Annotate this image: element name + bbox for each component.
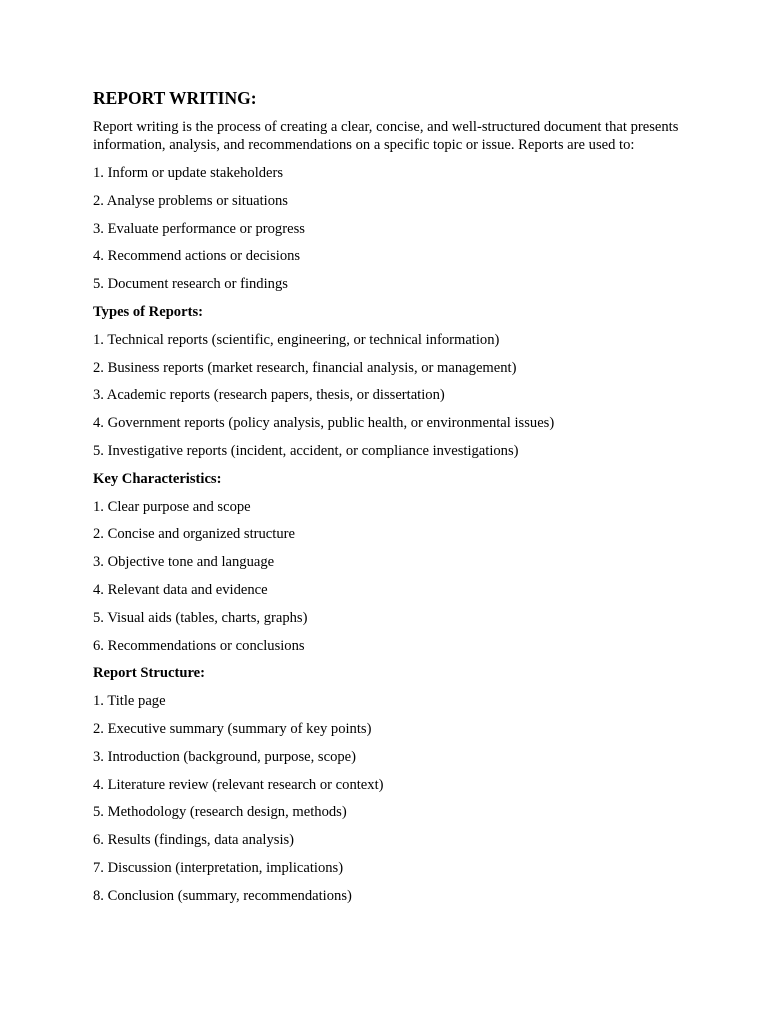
document-page bbox=[93, 88, 683, 915]
list-item: 1. Clear purpose and scope bbox=[93, 498, 251, 515]
list-item: 6. Recommendations or conclusions bbox=[93, 637, 305, 654]
section-heading-characteristics: Key Characteristics: bbox=[93, 470, 222, 487]
list-item: 2. Executive summary (summary of key points) bbox=[93, 720, 372, 737]
list-item: 5. Investigative reports (incident, accident, or compliance investigations) bbox=[93, 442, 519, 459]
list-item: 4. Relevant data and evidence bbox=[93, 581, 268, 598]
list-item: 3. Academic reports (research papers, thesis, or dissertation) bbox=[93, 387, 445, 404]
uses-list bbox=[93, 164, 683, 293]
list-item: 3. Objective tone and language bbox=[93, 554, 275, 571]
list-item: 5. Visual aids (tables, charts, graphs) bbox=[93, 609, 308, 626]
list-item: 4. Literature review (relevant research or context) bbox=[93, 776, 384, 793]
list-item: 5. Methodology (research design, methods) bbox=[93, 804, 347, 821]
intro-paragraph: Report writing is the process of creating a clear, concise, and well-structured document that presents information, analysis, and recommendations on a specific topic or issue. Reports are used to: bbox=[93, 119, 679, 153]
list-item: 1. Technical reports (scientific, engineering, or technical information) bbox=[93, 331, 500, 348]
list-item: 3. Evaluate performance or progress bbox=[93, 220, 305, 237]
document-title: REPORT WRITING: bbox=[93, 88, 257, 108]
list-item: 1. Inform or update stakeholders bbox=[93, 165, 284, 181]
list-item: 2. Analyse problems or situations bbox=[93, 192, 288, 209]
section-heading-types: Types of Reports: bbox=[93, 303, 203, 320]
list-item: 7. Discussion (interpretation, implications) bbox=[93, 859, 344, 876]
list-item: 8. Conclusion (summary, recommendations) bbox=[93, 887, 352, 904]
list-item: 3. Introduction (background, purpose, scope) bbox=[93, 748, 357, 765]
list-item: 1. Title page bbox=[93, 693, 166, 710]
list-item: 2. Concise and organized structure bbox=[93, 526, 295, 543]
characteristics-list bbox=[93, 498, 683, 655]
list-item: 4. Government reports (policy analysis, public health, or environmental issues) bbox=[93, 415, 555, 432]
section-heading-structure: Report Structure: bbox=[93, 665, 205, 682]
list-item: 4. Recommend actions or decisions bbox=[93, 248, 301, 265]
list-item: 6. Results (findings, data analysis) bbox=[93, 832, 295, 849]
types-list bbox=[93, 331, 683, 460]
structure-list bbox=[93, 692, 683, 905]
list-item: 5. Document research or findings bbox=[93, 276, 288, 293]
list-item: 2. Business reports (market research, financial analysis, or management) bbox=[93, 359, 517, 376]
